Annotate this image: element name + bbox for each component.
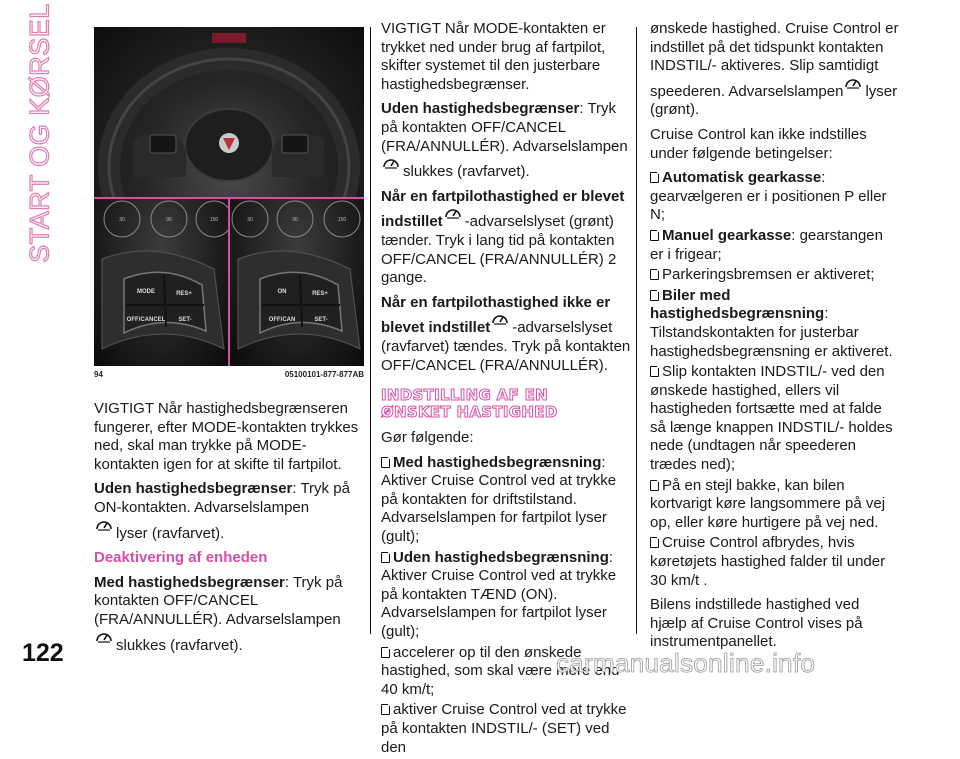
cruise-control-lamp-icon <box>443 206 463 220</box>
steering-wheel-illustration <box>94 27 364 199</box>
figure-code: 05100101-877-877AB <box>284 370 364 379</box>
bullet-text: : gearvælgeren er i positionen P eller N; <box>650 169 887 224</box>
gauge-label: 30 <box>119 217 125 223</box>
section-heading-line: INDSTILLING AF EN <box>381 386 548 405</box>
bullet-text: : Aktiver Cruise Control ved at trykke på kontakten TÆND (ON). Advarselslampen for fartpilot lyser (gult); <box>381 548 617 641</box>
paragraph-text: slukkes (ravfarvet). <box>403 163 530 181</box>
checkbox-bullet-icon <box>650 537 659 548</box>
cruise-control-switch-mode-version <box>94 199 229 366</box>
checkbox-bullet-icon <box>650 290 659 301</box>
bullet-text: aktiver Cruise Control ved at trykke på kontakten INDSTIL/- (SET) ved den <box>381 701 627 756</box>
checkbox-bullet-icon <box>381 457 390 468</box>
bullet-item <box>381 549 631 642</box>
paragraph-text: lyser (grønt). <box>650 82 898 119</box>
paragraph <box>381 294 631 375</box>
switch-panel-right <box>230 199 364 366</box>
paragraph-text: : Tryk på ON-kontakten. Advarselslampen <box>94 480 350 516</box>
cruise-control-switch-on-version <box>230 199 364 366</box>
text-column-3 <box>650 20 900 658</box>
bold-term: Uden hastighedsbegrænser <box>381 100 580 118</box>
checkbox-bullet-icon <box>650 172 659 183</box>
checkbox-bullet-icon <box>650 230 659 241</box>
paragraph-text: : Tryk på kontakten OFF/CANCEL (FRA/ANNULLÉR). Advarselslampen <box>381 100 628 155</box>
bullet-item <box>650 169 900 225</box>
paragraph-text: ønskede hastighed. Cruise Control er indstillet på det tidspunkt kontakten INDSTIL/- aktiveres. Slip samtidigt speederen. Advarselslampen <box>650 20 899 100</box>
bullet-item <box>650 287 900 361</box>
checkbox-bullet-icon <box>381 704 390 715</box>
bullet-item <box>650 266 900 285</box>
off-cancel-switch-label: OFF/CANCEL <box>126 317 166 323</box>
column-rule-2 <box>636 27 637 634</box>
checkbox-bullet-icon <box>650 480 659 491</box>
bullet-text: : Aktiver Cruise Control ved at trykke på kontakten for driftstilstand. Advarselslampen for fartpilot lyser (gult); <box>381 453 617 546</box>
checkbox-bullet-icon <box>381 552 390 563</box>
gauge-label: 90 <box>166 217 172 223</box>
checkbox-bullet-icon <box>650 269 659 280</box>
bold-term: Biler med hastighedsbegrænsning <box>650 286 825 323</box>
section-heading-set-speed <box>381 387 631 421</box>
watermark: carmanualsonline.info <box>556 648 816 678</box>
paragraph <box>381 100 631 181</box>
bullet-item <box>381 701 631 757</box>
gauge-label: 30 <box>247 217 253 223</box>
cruise-control-lamp-icon <box>843 76 863 90</box>
paragraph <box>381 20 631 94</box>
paragraph: Bilens indstillede hastighed ved hjælp af Cruise Control vises på instrumentpanellet. <box>650 596 863 651</box>
section-side-title-text: START OG KØRSEL <box>24 3 55 263</box>
bold-term: Uden hastighedsbegrænsning <box>393 548 609 566</box>
heading-deactivate-unit: Deaktivering af enheden <box>94 549 268 567</box>
bullet-text: accelerer op til den ønskede hastighed, som skal være mere end 40 km/t; <box>381 643 620 698</box>
gauge-label: 150 <box>209 217 219 223</box>
res-plus-switch-label: RES+ <box>312 291 328 297</box>
paragraph: Cruise Control kan ikke indstilles under følgende betingelser: <box>650 125 867 162</box>
checkbox-bullet-icon <box>650 366 659 377</box>
bullet-text: Parkeringsbremsen er aktiveret; <box>662 266 875 284</box>
bullet-text: På en stejl bakke, kan bilen kortvarigt køre langsommere på vej op, eller køre hurtigere på vej ned. <box>650 476 886 531</box>
bold-term: Manuel gearkasse <box>662 226 792 244</box>
section-heading-line: ØNSKET HASTIGHED <box>381 403 558 422</box>
paragraph-text: : Tryk på kontakten OFF/CANCEL (FRA/ANNULLÉR). Advarselslampen <box>94 573 343 628</box>
bold-term: Automatisk gearkasse <box>662 169 822 187</box>
bullet-item <box>650 534 900 590</box>
paragraph <box>94 400 366 474</box>
switch-panel-left <box>94 199 229 366</box>
cruise-control-lamp-icon <box>94 630 114 644</box>
bullet-item <box>650 227 900 264</box>
paragraph-text: -advarselslyset (grønt) tænder. Tryk i lang tid på kontakten OFF/CANCEL (FRA/ANNULLÉR) 2 gange. <box>381 213 617 287</box>
gauge-label: 90 <box>292 217 298 223</box>
res-plus-switch-label: RES+ <box>176 291 192 297</box>
bullet-item <box>650 477 900 533</box>
paragraph <box>650 20 900 120</box>
set-minus-switch-label: SET- <box>314 317 328 323</box>
paragraph <box>94 480 366 543</box>
steering-wheel-photo <box>94 27 364 199</box>
paragraph <box>381 188 631 288</box>
steering-wheel-figure <box>94 27 364 366</box>
bullet-item <box>650 363 900 475</box>
cruise-control-lamp-icon <box>94 518 114 532</box>
cruise-control-lamp-icon <box>490 312 510 326</box>
bullet-text: : gearstangen er i frigear; <box>650 226 883 263</box>
paragraph-text: VIGTIGT Når MODE-kontakten er trykket ned under brug af fartpilot, skifter systemet til den justerbare hastighedsbegrænser. <box>381 20 606 93</box>
bullet-text: Cruise Control afbrydes, hvis køretøjets hastighed falder til under 30 km/t . <box>650 534 886 589</box>
set-minus-switch-label: SET- <box>178 317 192 323</box>
bold-term: Når en fartpilothastighed er blevet indstillet <box>381 187 625 231</box>
paragraph-text: VIGTIGT Når hastighedsbegrænseren fungerer, efter MODE-kontakten trykkes ned, skal man trykke på MODE-kontakten igen for at skifte til fartpilot. <box>94 400 359 473</box>
paragraph <box>94 574 366 655</box>
bold-term: Når en fartpilothastighed ikke er blevet indstillet <box>381 293 611 337</box>
on-switch-label: ON <box>277 289 287 295</box>
cruise-control-lamp-icon <box>381 156 401 170</box>
off-can-switch-label: OFF/CAN <box>268 317 296 323</box>
text-column-1 <box>94 400 366 661</box>
bullet-item <box>381 454 631 547</box>
paragraph-text: slukkes (ravfarvet). <box>116 636 243 654</box>
bold-term: Uden hastighedsbegrænser <box>94 480 293 498</box>
paragraph-text: -advarselslyset (ravfarvet) tændes. Tryk på kontakten OFF/CANCEL (FRA/ANNULLÉR). <box>381 319 631 374</box>
bold-term: Med hastighedsbegrænsning <box>393 453 602 471</box>
mode-switch-label: MODE <box>137 289 155 295</box>
figure-number: 94 <box>94 370 103 379</box>
bullet-text: : Tilstandskontakten for justerbar hastighedsbegrænsning er aktiveret. <box>650 305 893 360</box>
paragraph: Gør følgende: <box>381 429 474 447</box>
page-number: 122 <box>22 639 64 667</box>
bullet-text: Slip kontakten INDSTIL/- ved den ønskede hastighed, ellers vil hastigheden fortsætte med at falde så længe knappen INDSTIL/- holdes nede (undtagen når speederen trædes ned); <box>650 363 893 474</box>
checkbox-bullet-icon <box>381 647 390 658</box>
paragraph-text: lyser (ravfarvet). <box>116 524 225 542</box>
gauge-label: 150 <box>337 217 347 223</box>
column-rule-1 <box>370 27 371 634</box>
section-side-title <box>14 3 66 263</box>
bold-term: Med hastighedsbegrænser <box>94 573 285 591</box>
